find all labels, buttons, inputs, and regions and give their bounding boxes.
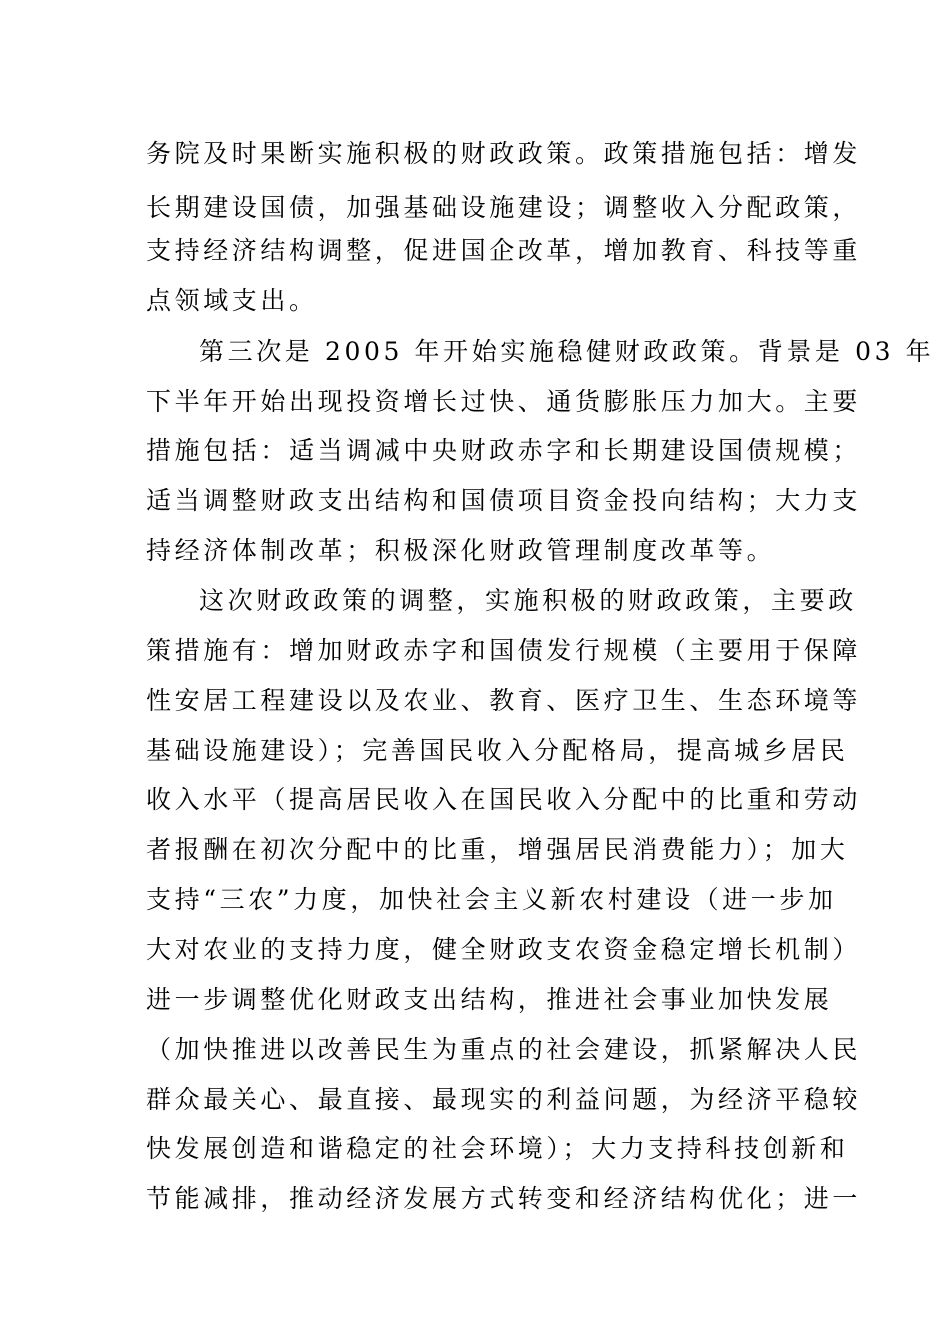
text-line: 支持“三农”力度，加快社会主义新农村建设（进一步加 (146, 885, 837, 914)
text-line: 长期建设国债，加强基础设施建设；调整收入分配政策， (146, 193, 862, 222)
text-line: 节能减排，推动经济发展方式转变和经济结构优化；进一 (146, 1184, 862, 1213)
text-line: 务院及时果断实施积极的财政政策。政策措施包括：增发 (146, 139, 862, 168)
text-line: 收入水平（提高居民收入在国民收入分配中的比重和劳动 (146, 785, 862, 814)
text-line: 大对农业的支持力度，健全财政支农资金稳定增长机制） (146, 935, 862, 964)
text-line: 基础设施建设）；完善国民收入分配格局，提高城乡居民 (146, 736, 849, 765)
text-line: 下半年开始出现投资增长过快、通货膨胀压力加大。主要 (146, 387, 862, 416)
text-line: 进一步调整优化财政支出结构，推进社会事业加快发展 (146, 985, 833, 1014)
text-line: 快发展创造和谐稳定的社会环境）；大力支持科技创新和 (146, 1134, 849, 1163)
text-line: 策措施有：增加财政赤字和国债发行规模（主要用于保障 (146, 636, 862, 665)
text-line: 持经济体制改革；积极深化财政管理制度改革等。 (146, 536, 776, 565)
paragraph-start-line: 这次财政政策的调整，实施积极的财政政策，主要政 (199, 586, 857, 615)
text-line: 支持经济结构调整，促进国企改革，增加教育、科技等重 (146, 236, 862, 265)
text-line: 适当调整财政支出结构和国债项目资金投向结构；大力支 (146, 486, 862, 515)
text-line: 者报酬在初次分配中的比重，增强居民消费能力）；加大 (146, 835, 849, 864)
text-line: 点领域支出。 (146, 286, 318, 315)
text-line: 措施包括：适当调减中央财政赤字和长期建设国债规模； (146, 436, 862, 465)
text-line: 性安居工程建设以及农业、教育、医疗卫生、生态环境等 (146, 686, 862, 715)
text-line: 群众最关心、最直接、最现实的利益问题，为经济平稳较 (146, 1085, 862, 1114)
paragraph-start-line: 第三次是 2005 年开始实施稳健财政政策。背景是 03 年 (199, 337, 935, 366)
text-line: （加快推进以改善民生为重点的社会建设，抓紧解决人民 (146, 1035, 862, 1064)
